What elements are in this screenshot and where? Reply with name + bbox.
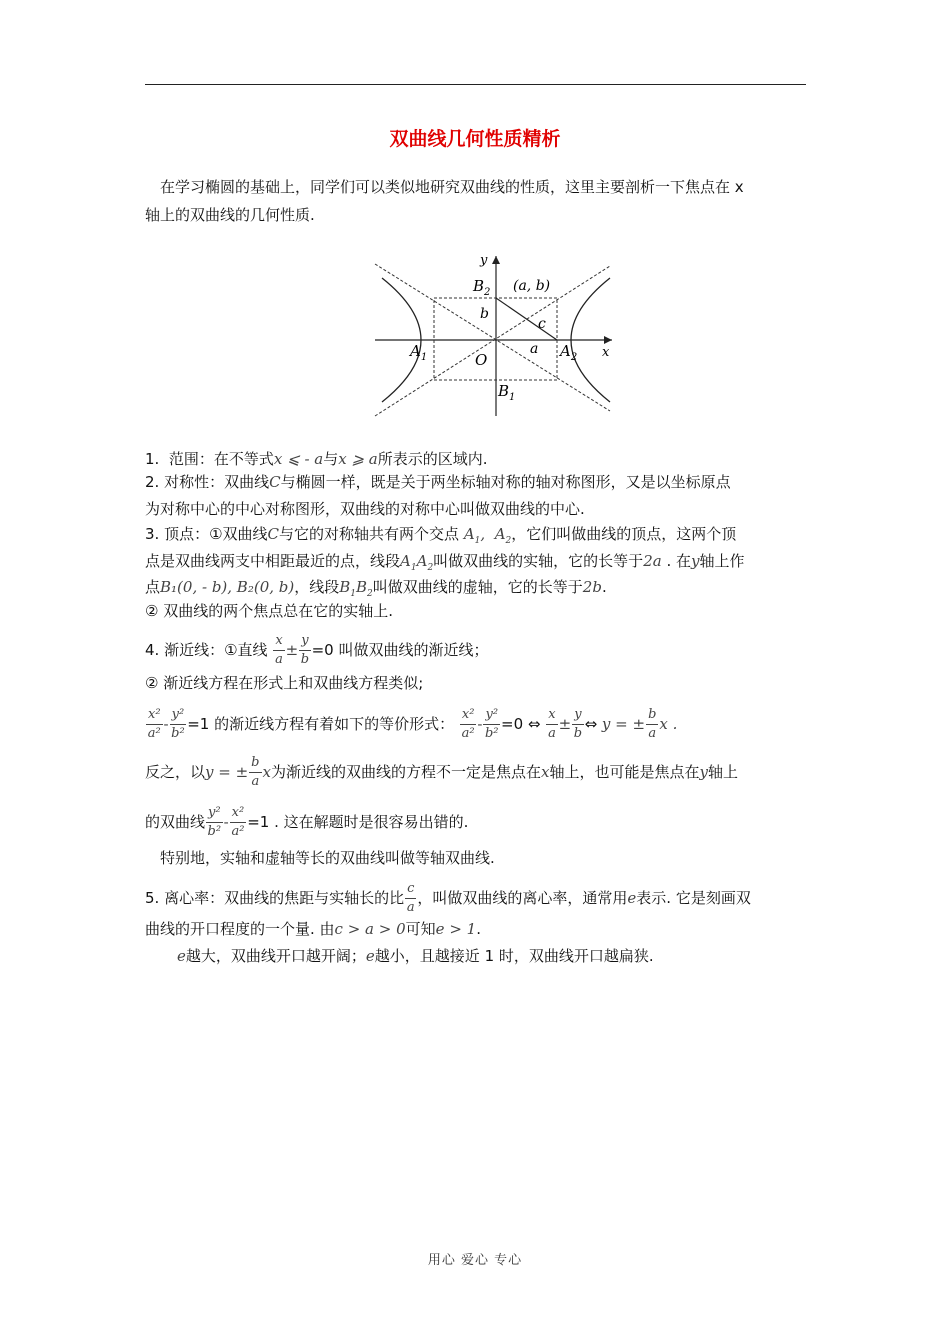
label-a: a xyxy=(530,341,539,357)
y-axis-arrow xyxy=(492,256,500,264)
page-footer: 用心 爱心 专心 xyxy=(427,1253,523,1268)
section-2-line-2: 为对称中心的中心对称图形，双曲线的对称中心叫做双曲线的中心. xyxy=(145,500,585,518)
x-axis-arrow xyxy=(604,336,612,344)
section-5-line-3: e越大，双曲线开口越开阔；e越小，且越接近 1 时，双曲线开口越扁狭. xyxy=(177,947,654,965)
section-4-line-1: 4. 渐近线：①直线 $\frac{x}{a}$ ± $\frac{y}{b}$ =0 叫做双曲线的渐近线； xyxy=(145,633,489,667)
section-3-line-1: 3. 顶点：①双曲线C与它的对称轴共有两个交点 $A_1$, $A_2$，它们叫做曲线的顶点，这两个顶 xyxy=(145,525,737,546)
label-origin: O xyxy=(475,351,488,369)
label-A1: $A_1$ xyxy=(410,342,428,363)
hyperbola-figure xyxy=(370,248,620,418)
section-3-line-2: 点是双曲线两支中相距最近的点，线段$A_1A_2$叫做双曲线的实轴，它的长等于2a . 在y轴上作 xyxy=(145,552,745,573)
section-4-line-5: 的双曲线 $\frac{\text{y²}}{\text{b²}}$ - $\frac{\text{x²}}{\text{a²}}$ =1 . 这在解题时是很容易出错的. xyxy=(145,805,469,839)
section-3-line-3: 点B₁(0, - b), B₂(0, b)，线段$B_1B_2$叫做双曲线的虚轴，它的长等于2b. xyxy=(145,578,607,599)
section-4-line-4: 反之，以y = ± $\frac{b}{a}$ x为渐近线的双曲线的方程不一定是焦点在x轴上，也可能是焦点在y轴上 xyxy=(145,755,738,789)
label-A2: $A_2$ xyxy=(560,342,578,363)
label-point-ab: (a, b) xyxy=(513,278,551,294)
top-rule xyxy=(145,84,806,85)
label-c: c xyxy=(538,316,546,332)
label-B1: $B_1$ xyxy=(498,382,516,403)
section-5-line-1: 5. 离心率：双曲线的焦距与实轴长的比 $\frac{c}{a}$ ，叫做双曲线的离心率，通常用e表示. 它是刻画双 xyxy=(145,881,751,915)
intro-line-1: 在学习椭圆的基础上，同学们可以类似地研究双曲线的性质，这里主要剖析一下焦点在 x xyxy=(160,178,744,196)
label-B2: $B_2$ xyxy=(473,277,491,298)
section-4-line-6: 特别地，实轴和虚轴等长的双曲线叫做等轴双曲线. xyxy=(160,849,495,867)
page-title: 双曲线几何性质精析 xyxy=(389,128,561,150)
section-2-line-1: 2. 对称性：双曲线C与椭圆一样，既是关于两坐标轴对称的轴对称图形，又是以坐标原点 xyxy=(145,473,731,491)
label-b: b xyxy=(480,306,489,322)
section-4-line-3: $\frac{\text{x²}}{\text{a²}}$ - $\frac{\text{y²}}{\text{b²}}$ =1 的渐近线方程有着如下的等价形式： $\frac{\text{x²}}{\text{a²}}$ - $\frac{\text{y²}}{\text{b²}}$ =0 ⇔ $\frac{x}{a}$ ± $\frac{y}{b}$ ⇔ y = ± $\frac{b}{a}$ x . xyxy=(147,707,678,741)
section-1: 1. 范围：在不等式x ⩽ - a与x ⩾ a所表示的区域内. xyxy=(145,450,488,468)
label-y: y xyxy=(480,253,488,268)
section-5-line-2: 曲线的开口程度的一个量. 由c > a > 0可知e > 1. xyxy=(145,920,481,938)
label-x: x xyxy=(602,345,610,360)
section-3-line-4: ② 双曲线的两个焦点总在它的实轴上. xyxy=(145,602,393,620)
intro-line-2: 轴上的双曲线的几何性质. xyxy=(145,206,315,224)
asymptote-2 xyxy=(375,266,610,416)
segment-c xyxy=(496,298,557,340)
asymptote-1 xyxy=(375,264,610,411)
section-4-line-2: ② 渐近线方程在形式上和双曲线方程类似; xyxy=(145,674,424,692)
